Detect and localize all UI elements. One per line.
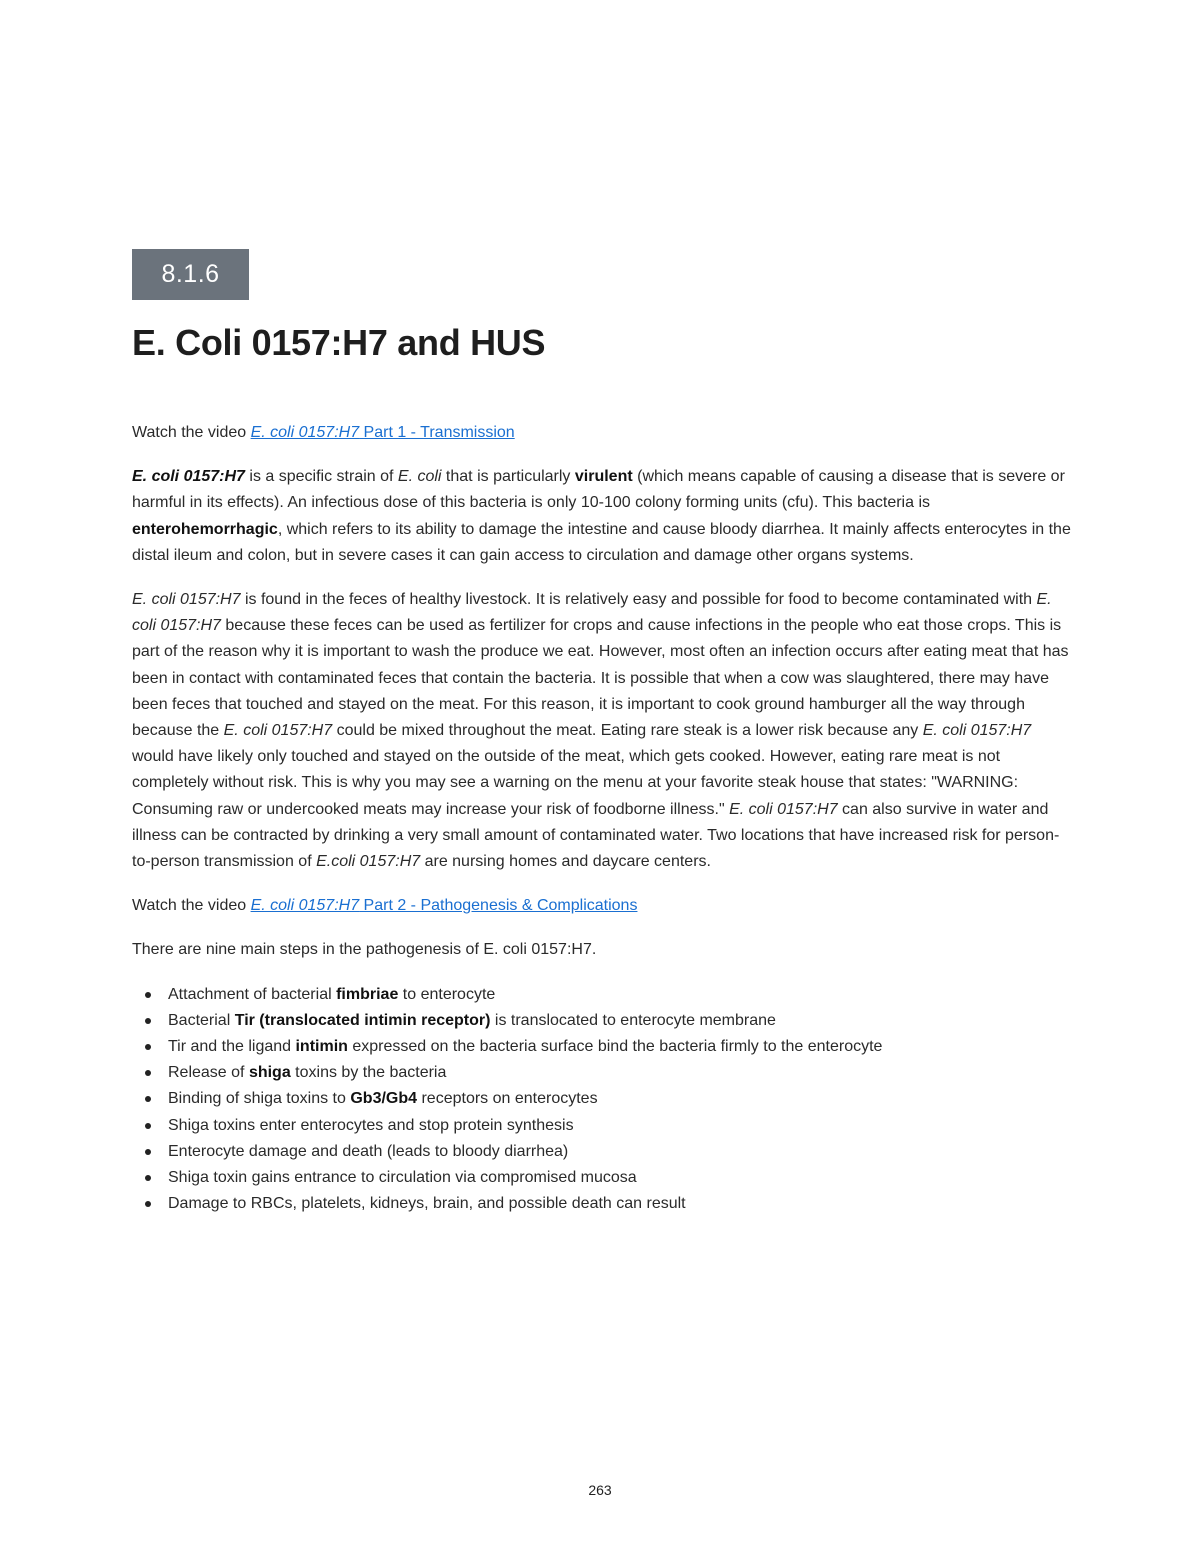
list-item: Enterocyte damage and death (leads to bloody diarrhea) <box>168 1139 1072 1165</box>
list-item: Bacterial Tir (translocated intimin receptor) is translocated to enterocyte membrane <box>168 1008 1072 1034</box>
video-1-link[interactable]: E. coli 0157:H7 Part 1 - Transmission <box>250 424 515 441</box>
list-item: Release of shiga toxins by the bacteria <box>168 1060 1072 1086</box>
page-title: E. Coli 0157:H7 and HUS <box>132 322 546 363</box>
list-item: Shiga toxin gains entrance to circulation via compromised mucosa <box>168 1165 1072 1191</box>
bullet-icon <box>145 1175 151 1181</box>
list-item: Shiga toxins enter enterocytes and stop protein synthesis <box>168 1113 1072 1139</box>
list-item: Damage to RBCs, platelets, kidneys, brain, and possible death can result <box>168 1191 1072 1217</box>
bullet-icon <box>145 992 151 998</box>
video-2-prefix: Watch the video <box>132 897 251 915</box>
content-body <box>132 420 1072 1217</box>
list-item: Binding of shiga toxins to Gb3/Gb4 receptors on enterocytes <box>168 1086 1072 1112</box>
term-virulent: virulent <box>574 468 633 486</box>
pathogenesis-steps-list <box>132 982 1072 1218</box>
paragraph-strain-description: E. coli 0157:H7 is a specific strain of E. coli that is particularly virulent (which means capable of causing a disease that is severe or harmful in its effects). An infectious dose of this bacteria is only 10-100 colony forming units (cfu). This bacteria is enterohemorrhagic, which refers to its ability to damage the intestine and cause bloody diarrhea. It mainly affects enterocytes in the distal ileum and colon, but in severe cases it can gain access to circulation and damage other organs systems. <box>132 468 1071 564</box>
bullet-icon <box>145 1123 151 1129</box>
bullet-icon <box>145 1018 151 1024</box>
strain-name: E. coli 0157:H7 <box>132 468 245 486</box>
video-2-line <box>132 893 1072 919</box>
bullet-icon <box>145 1044 151 1050</box>
bullet-icon <box>145 1096 151 1102</box>
section-number-badge: 8.1.6 <box>132 249 249 300</box>
term-enterohemorrhagic: enterohemorrhagic <box>132 520 278 538</box>
paragraph-transmission: E. coli 0157:H7 is found in the feces of healthy livestock. It is relatively easy and possible for food to become contaminated with E. coli 0157:H7 because these feces can be used as fertilizer for crops and cause infections in the people who eat those crops. This is part of the reason why it is important to wash the produce we eat. However, most often an infection occurs after eating meat that has been in contact with contaminated feces that contain the bacteria. It is possible that when a cow was slaughtered, there may have been feces that touched and stayed on the meat. For this reason, it is important to cook ground hamburger all the way through because the E. coli 0157:H7 could be mixed throughout the meat. Eating rare steak is a lower risk because any E. coli 0157:H7 would have likely only touched and stayed on the outside of the meat, which gets cooked. However, eating rare meat is not completely without risk. This is why you may see a warning on the menu at your favorite steak house that states: "WARNING: Consuming raw or undercooked meats may increase your risk of foodborne illness." E. coli 0157:H7 can also survive in water and illness can be contracted by drinking a very small amount of contaminated water. Two locations that have increased risk for person-to-person transmission of E.coli 0157:H7 are nursing homes and daycare centers. <box>132 591 1069 871</box>
bullet-icon <box>145 1070 151 1076</box>
video-1-line <box>132 420 1072 446</box>
steps-intro: There are nine main steps in the pathogenesis of E. coli 0157:H7. <box>132 941 597 959</box>
page-number: 263 <box>588 1482 612 1498</box>
list-item: Tir and the ligand intimin expressed on the bacteria surface bind the bacteria firmly to the enterocyte <box>168 1034 1072 1060</box>
list-item: Attachment of bacterial fimbriae to enterocyte <box>168 982 1072 1008</box>
video-2-link[interactable]: E. coli 0157:H7 Part 2 - Pathogenesis & Complications <box>250 897 638 915</box>
bullet-icon <box>145 1201 151 1207</box>
bullet-icon <box>145 1149 151 1155</box>
video-1-prefix: Watch the video <box>132 424 251 441</box>
